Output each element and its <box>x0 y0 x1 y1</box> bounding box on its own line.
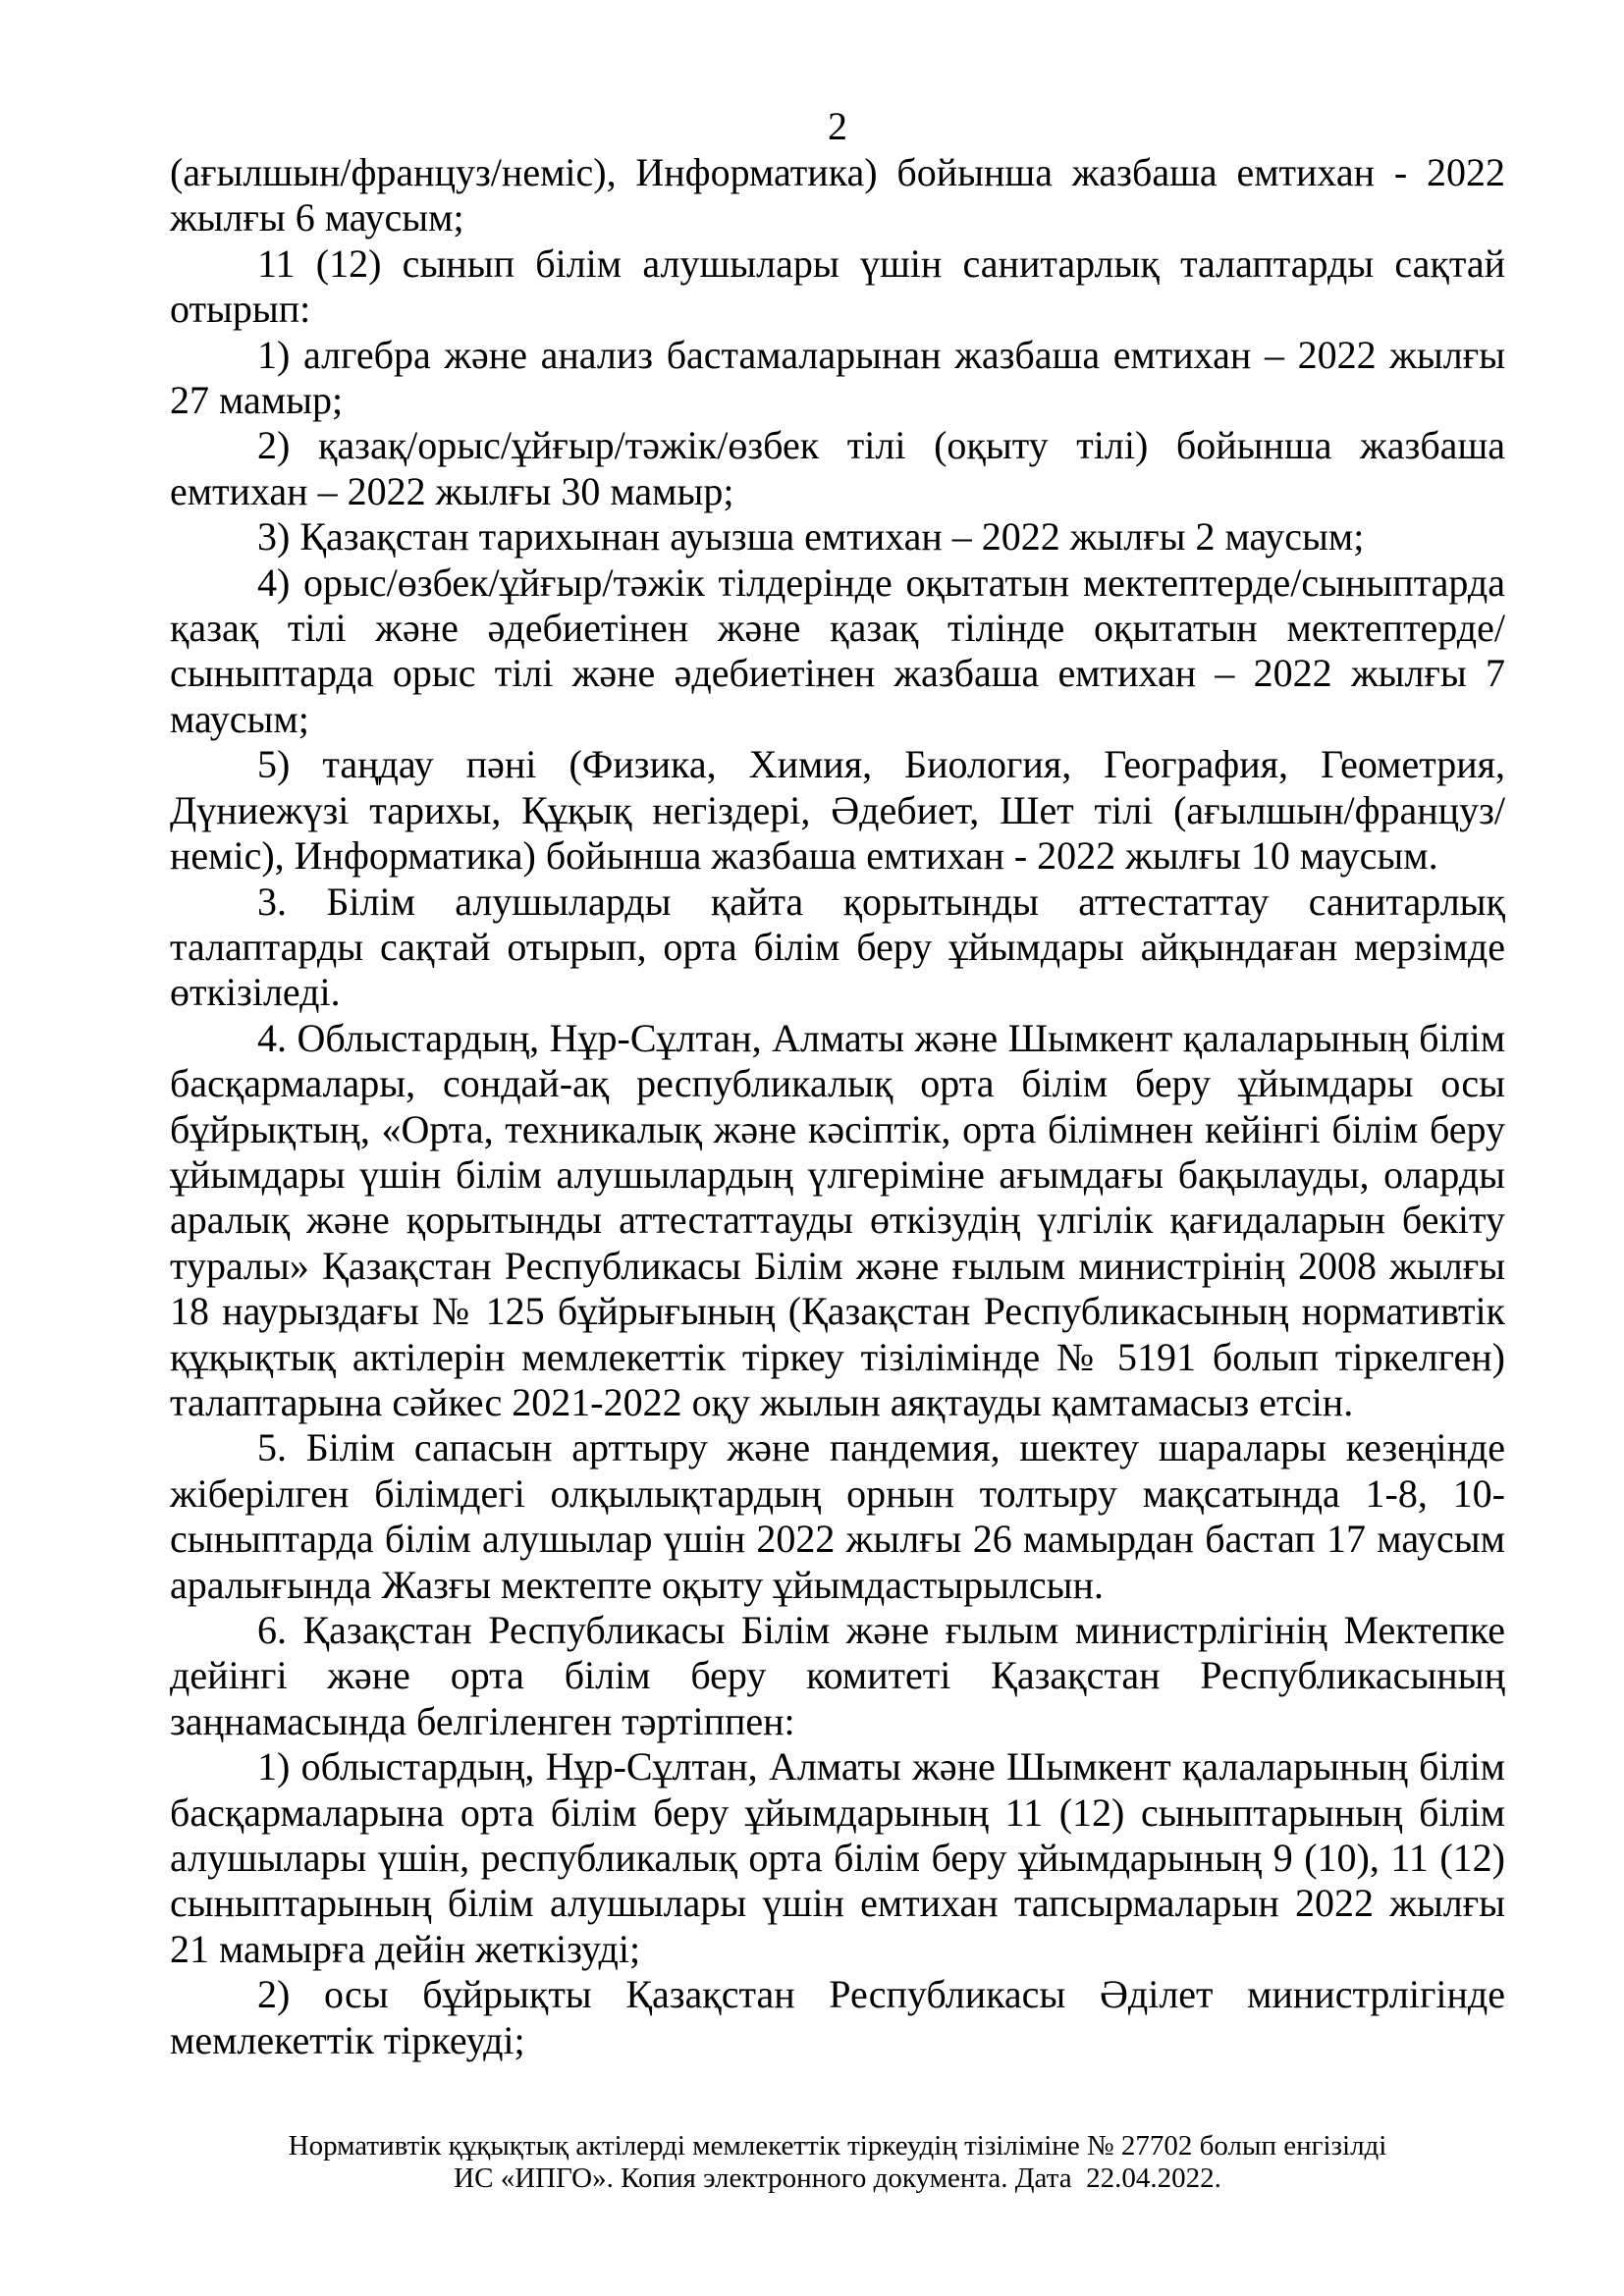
paragraph: 1) облыстардың, Нұр-Сұлтан, Алматы және Шымкент қалаларының білім басқармаларына орта білім беру ұйымдарының 11 (12) сыныптарының білім алушылары үшін, республикалық орта білім беру ұйымдарының 9 (10), 11 (12) сыныптарының білім алушылары үшін емтихан тапсырмаларын 2022 жылғы 21 мамырға дейін жеткізуді; <box>170 1744 1505 1971</box>
page-number: 2 <box>828 104 847 148</box>
paragraph: 4) орыс/өзбек/ұйғыр/тәжік тілдерінде оқытатын мектептерде/сыныптарда қазақ тілі және әдебиетінен және қазақ тілінде оқытатын мектептерде/сыныптарда орыс тілі және әдебиетінен жазбаша емтихан – 2022 жылғы 7 маусым; <box>170 560 1505 741</box>
footer-registry-line: Нормативтік құқықтық актілерді мемлекеттік тіркеудің тізіліміне № 27702 болып енгізілді <box>288 2130 1387 2162</box>
paragraph: 3. Білім алушыларды қайта қорытынды аттестаттау санитарлық талаптарды сақтай отырып, орта білім беру ұйымдары айқындаған мерзімде өткізіледі. <box>170 879 1505 1015</box>
paragraph: 11 (12) сынып білім алушылары үшін санитарлық талаптарды сақтай отырып: <box>170 240 1505 332</box>
footer-copy-line: ИС «ИПГО». Копия электронного документа. Дата 22.04.2022. <box>454 2163 1221 2194</box>
paragraph: 5. Білім сапасын арттыру және пандемия, шектеу шаралары кезеңінде жіберілген білімдегі олқылықтардың орнын толтыру мақсатында 1-8, 10-сыныптарда білім алушылар үшін 2022 жылғы 26 мамырдан бастап 17 маусым аралығында Жазғы мектепте оқыту ұйымдастырылсын. <box>170 1425 1505 1607</box>
document-body <box>170 150 1505 2063</box>
registration-footer <box>170 2130 1505 2195</box>
paragraph: 6. Қазақстан Республикасы Білім және ғылым министрлігінің Мектепке дейінгі және орта білім беру комитеті Қазақстан Республикасының заңнамасында белгіленген тәртіппен: <box>170 1608 1505 1743</box>
paragraph: (ағылшын/француз/неміс), Информатика) бойынша жазбаша емтихан - 2022 жылғы 6 маусым; <box>170 150 1505 240</box>
paragraph: 2) қазақ/орыс/ұйғыр/тәжік/өзбек тілі (оқыту тілі) бойынша жазбаша емтихан – 2022 жылғы 30 мамыр; <box>170 423 1505 513</box>
paragraph: 4. Облыстардың, Нұр-Сұлтан, Алматы және Шымкент қалаларының білім басқармалары, сондай-ақ республикалық орта білім беру ұйымдары осы бұйрықтың, «Орта, техникалық және кәсіптік, орта білімнен кейінгі білім беру ұйымдары үшін білім алушылардың үлгеріміне ағымдағы бақылауды, оларды аралық және қорытынды аттестаттауды өткізудің үлгілік қағидаларын бекіту туралы» Қазақстан Республикасы Білім және ғылым министрінің 2008 жылғы 18 наурыздағы № 125 бұйрығының (Қазақстан Республикасының нормативтік құқықтық актілерін мемлекеттік тіркеу тізілімінде № 5191 болып тіркелген) талаптарына сәйкес 2021-2022 оқу жылын аяқтауды қамтамасыз етсін. <box>170 1015 1505 1424</box>
paragraph: 2) осы бұйрықты Қазақстан Республикасы Әділет министрлігінде мемлекеттік тіркеуді; <box>170 1972 1505 2062</box>
paragraph: 5) таңдау пәні (Физика, Химия, Биология, География, Геометрия, Дүниежүзі тарихы, Құқық негіздері, Әдебиет, Шет тілі (ағылшын/француз/неміс), Информатика) бойынша жазбаша емтихан - 2022 жылғы 10 маусым. <box>170 742 1505 879</box>
paragraph: 1) алгебра және анализ бастамаларынан жазбаша емтихан – 2022 жылғы 27 мамыр; <box>170 332 1505 423</box>
paragraph: 3) Қазақстан тарихынан ауызша емтихан – 2022 жылғы 2 маусым; <box>257 514 1365 560</box>
